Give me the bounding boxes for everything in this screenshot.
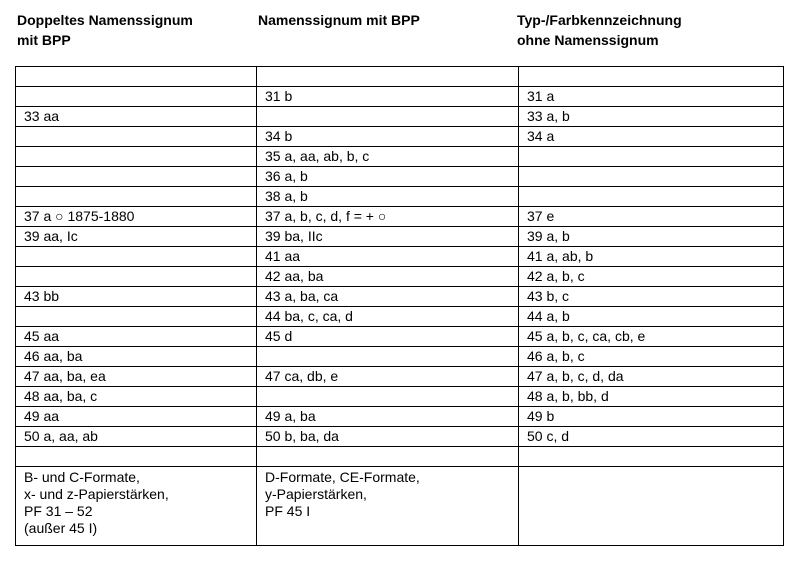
header-signature: Namenssignum mit BPP xyxy=(258,12,420,28)
table-row xyxy=(16,307,784,327)
type-color-cell xyxy=(519,447,784,467)
signature-cell: 31 b xyxy=(257,87,519,107)
signature-cell: 39 ba, IIc xyxy=(257,227,519,247)
type-color-cell: 41 a, ab, b xyxy=(519,247,784,267)
signature-cell xyxy=(257,347,519,367)
type-color-cell: 37 e xyxy=(519,207,784,227)
type-color-cell: 46 a, b, c xyxy=(519,347,784,367)
double-signature-cell: 50 a, aa, ab xyxy=(16,427,257,447)
table-row xyxy=(16,387,784,407)
type-color-cell xyxy=(519,187,784,207)
double-signature-cell: 45 aa xyxy=(16,327,257,347)
signature-cell xyxy=(257,67,519,87)
double-signature-cell xyxy=(16,247,257,267)
signature-cell: 41 aa xyxy=(257,247,519,267)
double-signature-cell xyxy=(16,167,257,187)
signature-cell: 45 d xyxy=(257,327,519,347)
table-row xyxy=(16,367,784,387)
type-color-cell xyxy=(519,147,784,167)
signature-cell xyxy=(257,107,519,127)
type-color-cell: 44 a, b xyxy=(519,307,784,327)
table-row xyxy=(16,207,784,227)
double-signature-cell: 49 aa xyxy=(16,407,257,427)
footer-double-signature-cell: B- und C-Formate, x- und z-Papierstärken, PF 31 – 52 (außer 45 I) xyxy=(16,467,257,546)
table-row xyxy=(16,247,784,267)
signature-cell: 34 b xyxy=(257,127,519,147)
signature-table xyxy=(15,66,784,546)
type-color-cell xyxy=(519,167,784,187)
signature-cell: 36 a, b xyxy=(257,167,519,187)
double-signature-cell: 46 aa, ba xyxy=(16,347,257,367)
signature-cell: 43 a, ba, ca xyxy=(257,287,519,307)
double-signature-cell xyxy=(16,87,257,107)
table-row xyxy=(16,107,784,127)
table-row xyxy=(16,327,784,347)
signature-cell: 37 a, b, c, d, f = + ○ xyxy=(257,207,519,227)
table-row xyxy=(16,147,784,167)
double-signature-cell xyxy=(16,447,257,467)
double-signature-cell xyxy=(16,187,257,207)
double-signature-cell: 47 aa, ba, ea xyxy=(16,367,257,387)
footer-signature-cell: D-Formate, CE-Formate, y-Papierstärken, PF 45 I xyxy=(257,467,519,546)
double-signature-cell xyxy=(16,127,257,147)
double-signature-cell: 39 aa, Ic xyxy=(16,227,257,247)
type-color-cell: 42 a, b, c xyxy=(519,267,784,287)
table-row xyxy=(16,67,784,87)
signature-cell: 49 a, ba xyxy=(257,407,519,427)
double-signature-cell xyxy=(16,147,257,167)
double-signature-cell: 43 bb xyxy=(16,287,257,307)
table-row xyxy=(16,447,784,467)
double-signature-cell: 48 aa, ba, c xyxy=(16,387,257,407)
table-row xyxy=(16,167,784,187)
footer-row xyxy=(16,467,784,546)
type-color-cell: 39 a, b xyxy=(519,227,784,247)
table-row xyxy=(16,187,784,207)
table-row xyxy=(16,407,784,427)
type-color-cell: 50 c, d xyxy=(519,427,784,447)
table-body xyxy=(16,67,784,546)
table-row xyxy=(16,227,784,247)
type-color-cell: 43 b, c xyxy=(519,287,784,307)
signature-cell xyxy=(257,447,519,467)
signature-cell: 35 a, aa, ab, b, c xyxy=(257,147,519,167)
signature-cell: 47 ca, db, e xyxy=(257,367,519,387)
double-signature-cell xyxy=(16,67,257,87)
double-signature-cell xyxy=(16,307,257,327)
table-row xyxy=(16,267,784,287)
table-row xyxy=(16,347,784,367)
double-signature-cell: 33 aa xyxy=(16,107,257,127)
column-headers xyxy=(0,0,800,66)
table-row xyxy=(16,427,784,447)
signature-cell: 50 b, ba, da xyxy=(257,427,519,447)
footer-type-color-cell xyxy=(519,467,784,546)
double-signature-cell xyxy=(16,267,257,287)
table-row xyxy=(16,287,784,307)
type-color-cell: 33 a, b xyxy=(519,107,784,127)
double-signature-cell: 37 a ○ 1875-1880 xyxy=(16,207,257,227)
type-color-cell: 47 a, b, c, d, da xyxy=(519,367,784,387)
type-color-cell: 49 b xyxy=(519,407,784,427)
signature-cell xyxy=(257,387,519,407)
type-color-cell: 31 a xyxy=(519,87,784,107)
signature-cell: 38 a, b xyxy=(257,187,519,207)
table-row xyxy=(16,87,784,107)
type-color-cell xyxy=(519,67,784,87)
header-double-signature: Doppeltes Namenssignum mit BPP xyxy=(17,12,193,48)
header-type-color-marking: Typ-/Farbkennzeichnung ohne Namenssignum xyxy=(517,12,682,48)
signature-cell: 42 aa, ba xyxy=(257,267,519,287)
type-color-cell: 34 a xyxy=(519,127,784,147)
signature-cell: 44 ba, c, ca, d xyxy=(257,307,519,327)
table-row xyxy=(16,127,784,147)
type-color-cell: 45 a, b, c, ca, cb, e xyxy=(519,327,784,347)
type-color-cell: 48 a, b, bb, d xyxy=(519,387,784,407)
